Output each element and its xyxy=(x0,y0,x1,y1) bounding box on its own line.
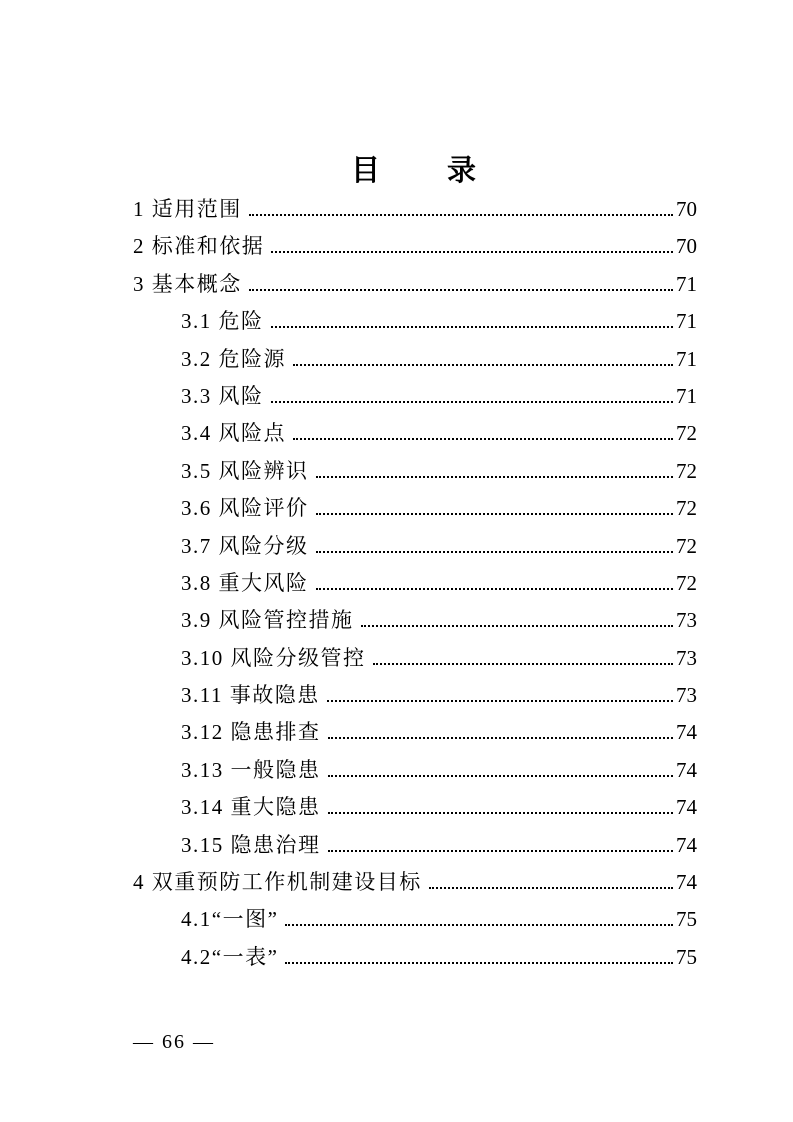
toc-entry[interactable] xyxy=(133,864,697,901)
dot-leader xyxy=(328,737,674,739)
toc-entry[interactable] xyxy=(133,640,697,677)
toc-entry-label: 3.4 风险点 xyxy=(181,421,286,446)
dot-leader xyxy=(316,588,674,590)
toc-entry-label: 3.11 事故隐患 xyxy=(181,683,320,708)
toc-entry[interactable] xyxy=(133,378,697,415)
toc-entry-label: 3.10 风险分级管控 xyxy=(181,645,366,670)
toc-entry[interactable] xyxy=(133,228,697,265)
dot-leader xyxy=(285,962,673,964)
toc-entry[interactable] xyxy=(133,565,697,602)
toc-entry-page: 75 xyxy=(676,944,697,969)
toc-entry-label: 3.5 风险辨识 xyxy=(181,458,309,483)
toc-entry-label: 4.1“一图” xyxy=(181,907,279,932)
toc-entry-label: 3.14 重大隐患 xyxy=(181,795,321,820)
dot-leader xyxy=(361,625,674,627)
toc-entry-label: 4 双重预防工作机制建设目标 xyxy=(133,870,422,895)
toc-entry-page: 75 xyxy=(676,907,697,932)
dot-leader xyxy=(271,401,674,403)
toc-entry[interactable] xyxy=(133,602,697,639)
toc-entry-page: 72 xyxy=(676,496,697,521)
toc-entry-label: 3.2 危险源 xyxy=(181,346,286,371)
toc-entry-page: 73 xyxy=(676,608,697,633)
toc-entry-label: 3.1 危险 xyxy=(181,309,264,334)
dot-leader xyxy=(328,850,674,852)
toc-entry-page: 70 xyxy=(676,197,697,221)
dot-leader xyxy=(328,812,674,814)
toc-entry[interactable] xyxy=(133,266,697,303)
toc-list xyxy=(133,191,697,976)
toc-entry-page: 73 xyxy=(676,645,697,670)
toc-entry[interactable] xyxy=(133,939,697,976)
toc-entry-page: 71 xyxy=(676,271,697,296)
toc-entry[interactable] xyxy=(133,341,697,378)
dot-leader xyxy=(327,700,673,702)
toc-entry-page: 71 xyxy=(676,309,697,334)
toc-entry-label: 1 适用范围 xyxy=(133,197,242,221)
dot-leader xyxy=(316,513,674,515)
toc-entry-label: 3.8 重大风险 xyxy=(181,570,309,595)
page-number-footer: — 66 — xyxy=(133,1031,215,1053)
toc-entry[interactable] xyxy=(133,677,697,714)
toc-entry[interactable] xyxy=(133,714,697,751)
page-title: 目 录 xyxy=(350,155,479,187)
dot-leader xyxy=(293,364,673,366)
toc-entry-label: 2 标准和依据 xyxy=(133,234,265,259)
dot-leader xyxy=(293,438,673,440)
dot-leader xyxy=(271,251,673,253)
toc-entry-page: 72 xyxy=(676,458,697,483)
toc-entry[interactable] xyxy=(133,303,697,340)
toc-entry-label: 3.12 隐患排查 xyxy=(181,720,321,745)
dot-leader xyxy=(271,326,674,328)
toc-entry-label: 3.7 风险分级 xyxy=(181,533,309,558)
toc-entry-page: 74 xyxy=(676,795,697,820)
toc-entry-page: 71 xyxy=(676,346,697,371)
toc-entry-page: 73 xyxy=(676,683,697,708)
dot-leader xyxy=(316,551,674,553)
toc-entry-label: 3.9 风险管控措施 xyxy=(181,608,354,633)
toc-entry-label: 3.6 风险评价 xyxy=(181,496,309,521)
toc-entry-label: 3 基本概念 xyxy=(133,271,242,296)
toc-entry-page: 72 xyxy=(676,421,697,446)
dot-leader xyxy=(328,775,674,777)
dot-leader xyxy=(249,289,673,291)
toc-entry-label: 3.15 隐患治理 xyxy=(181,832,321,857)
toc-entry[interactable] xyxy=(133,490,697,527)
toc-entry-label: 3.3 风险 xyxy=(181,383,264,408)
toc-entry[interactable] xyxy=(133,453,697,490)
toc-entry-page: 74 xyxy=(676,757,697,782)
toc-entry[interactable] xyxy=(133,415,697,452)
toc-entry[interactable] xyxy=(133,752,697,789)
dot-leader xyxy=(285,924,673,926)
dot-leader xyxy=(316,476,674,478)
toc-entry-page: 74 xyxy=(676,870,697,895)
dot-leader xyxy=(373,663,674,665)
toc-entry[interactable] xyxy=(133,528,697,565)
toc-entry-page: 71 xyxy=(676,383,697,408)
dot-leader xyxy=(429,887,673,889)
toc-entry-page: 74 xyxy=(676,832,697,857)
toc-entry-label: 3.13 一般隐患 xyxy=(181,757,321,782)
toc-entry-page: 72 xyxy=(676,570,697,595)
toc-entry[interactable] xyxy=(133,901,697,938)
toc-entry[interactable] xyxy=(133,789,697,826)
toc-entry-label: 4.2“一表” xyxy=(181,944,279,969)
dot-leader xyxy=(249,214,673,216)
toc-entry-page: 70 xyxy=(676,234,697,259)
toc-entry-page: 74 xyxy=(676,720,697,745)
toc-entry[interactable] xyxy=(133,827,697,864)
toc-entry[interactable] xyxy=(133,191,697,228)
toc-entry-page: 72 xyxy=(676,533,697,558)
